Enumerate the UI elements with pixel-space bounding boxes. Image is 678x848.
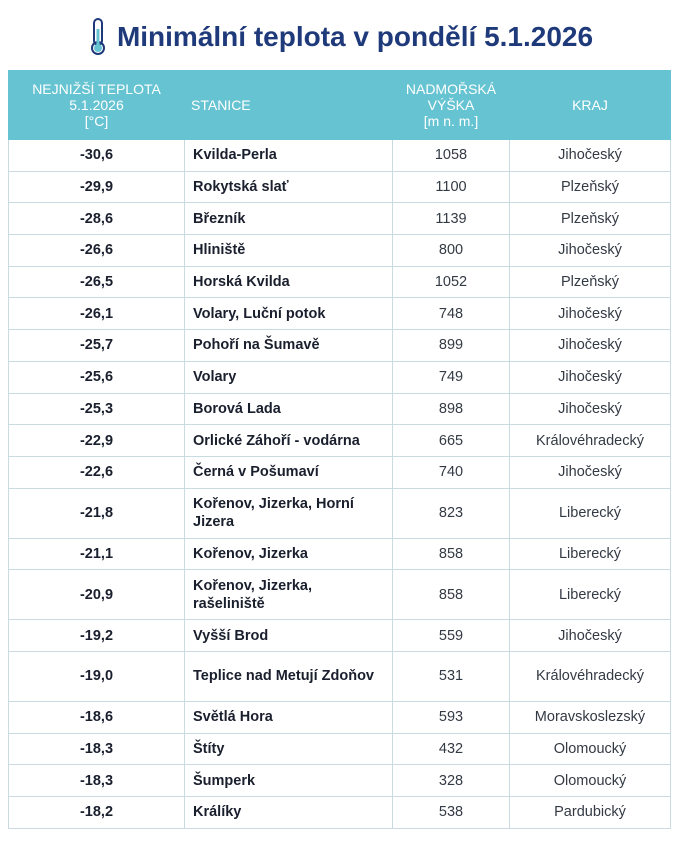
region-cell: Královéhradecký [510, 425, 671, 457]
table-row [9, 393, 671, 425]
station-cell: Volary [185, 361, 393, 393]
temp-cell: -19,2 [9, 620, 185, 652]
header-altitude-line: NADMOŘSKÁ [405, 81, 497, 97]
altitude-cell: 1100 [393, 171, 510, 203]
station-cell: Králíky [185, 797, 393, 829]
region-cell: Jihočeský [510, 330, 671, 362]
region-cell: Plzeňský [510, 203, 671, 235]
temp-cell: -21,1 [9, 538, 185, 570]
temp-cell: -28,6 [9, 203, 185, 235]
region-cell: Královéhradecký [510, 651, 671, 701]
table-row [9, 570, 671, 620]
table-row [9, 488, 671, 538]
station-cell: Rokytská slať [185, 171, 393, 203]
temp-cell: -22,9 [9, 425, 185, 457]
table-row [9, 733, 671, 765]
thermometer-icon [85, 17, 111, 57]
region-cell: Jihočeský [510, 620, 671, 652]
region-cell: Jihočeský [510, 235, 671, 267]
header-temp-line: [°C] [84, 113, 109, 129]
temperature-table [8, 70, 671, 829]
station-cell: Kořenov, Jizerka, rašeliniště [185, 570, 393, 620]
region-cell: Olomoucký [510, 733, 671, 765]
station-cell: Volary, Luční potok [185, 298, 393, 330]
header-station: STANICE [185, 71, 393, 140]
station-cell: Světlá Hora [185, 701, 393, 733]
station-cell: Černá v Pošumaví [185, 456, 393, 488]
table-row [9, 203, 671, 235]
altitude-cell: 800 [393, 235, 510, 267]
altitude-cell: 749 [393, 361, 510, 393]
table-row [9, 701, 671, 733]
altitude-cell: 1139 [393, 203, 510, 235]
table-row [9, 651, 671, 701]
altitude-cell: 740 [393, 456, 510, 488]
station-cell: Pohoří na Šumavě [185, 330, 393, 362]
altitude-cell: 748 [393, 298, 510, 330]
header-temp-line: NEJNIŽŠÍ TEPLOTA [32, 81, 161, 97]
station-cell: Orlické Záhoří - vodárna [185, 425, 393, 457]
header-region: KRAJ [510, 71, 671, 140]
temp-cell: -30,6 [9, 140, 185, 172]
header-altitude-line: VÝŠKA [427, 97, 475, 113]
region-cell: Jihočeský [510, 298, 671, 330]
region-cell: Plzeňský [510, 266, 671, 298]
station-cell: Horská Kvilda [185, 266, 393, 298]
temp-cell: -18,2 [9, 797, 185, 829]
region-cell: Jihočeský [510, 393, 671, 425]
header-temp [9, 71, 185, 140]
table-row [9, 765, 671, 797]
altitude-cell: 1058 [393, 140, 510, 172]
station-cell: Vyšší Brod [185, 620, 393, 652]
station-cell: Borová Lada [185, 393, 393, 425]
station-cell: Štíty [185, 733, 393, 765]
region-cell: Plzeňský [510, 171, 671, 203]
region-cell: Jihočeský [510, 456, 671, 488]
table-row [9, 298, 671, 330]
page-title: Minimální teplota v pondělí 5.1.2026 [116, 21, 594, 52]
altitude-cell: 593 [393, 701, 510, 733]
station-cell: Březník [185, 203, 393, 235]
temp-cell: -22,6 [9, 456, 185, 488]
temp-cell: -29,9 [9, 171, 185, 203]
altitude-cell: 432 [393, 733, 510, 765]
temp-cell: -20,9 [9, 570, 185, 620]
station-cell: Šumperk [185, 765, 393, 797]
altitude-cell: 665 [393, 425, 510, 457]
table-header-row [9, 71, 671, 140]
temp-cell: -21,8 [9, 488, 185, 538]
altitude-cell: 531 [393, 651, 510, 701]
region-cell: Liberecký [510, 570, 671, 620]
region-cell: Pardubický [510, 797, 671, 829]
region-cell: Liberecký [510, 488, 671, 538]
temp-cell: -19,0 [9, 651, 185, 701]
region-cell: Olomoucký [510, 765, 671, 797]
temp-cell: -18,3 [9, 733, 185, 765]
table-row [9, 425, 671, 457]
temp-cell: -26,5 [9, 266, 185, 298]
station-cell: Kořenov, Jizerka, Horní Jizera [185, 488, 393, 538]
altitude-cell: 538 [393, 797, 510, 829]
altitude-cell: 1052 [393, 266, 510, 298]
temp-cell: -26,1 [9, 298, 185, 330]
table-row [9, 140, 671, 172]
header-altitude-line: [m n. m.] [423, 113, 479, 129]
table-row [9, 797, 671, 829]
region-cell: Jihočeský [510, 140, 671, 172]
altitude-cell: 559 [393, 620, 510, 652]
table-row [9, 171, 671, 203]
table-row [9, 538, 671, 570]
table-row [9, 330, 671, 362]
header-temp-line: 5.1.2026 [69, 97, 124, 113]
station-cell: Hliniště [185, 235, 393, 267]
temp-cell: -25,6 [9, 361, 185, 393]
table-row [9, 266, 671, 298]
station-cell: Kořenov, Jizerka [185, 538, 393, 570]
table-row [9, 620, 671, 652]
region-cell: Jihočeský [510, 361, 671, 393]
table-row [9, 456, 671, 488]
region-cell: Liberecký [510, 538, 671, 570]
temp-cell: -25,7 [9, 330, 185, 362]
region-cell: Moravskoslezský [510, 701, 671, 733]
header-altitude [393, 71, 510, 140]
station-cell: Teplice nad Metují Zdoňov [185, 651, 393, 701]
altitude-cell: 328 [393, 765, 510, 797]
temp-cell: -18,6 [9, 701, 185, 733]
temp-cell: -25,3 [9, 393, 185, 425]
table-row [9, 235, 671, 267]
altitude-cell: 858 [393, 538, 510, 570]
temp-cell: -26,6 [9, 235, 185, 267]
altitude-cell: 899 [393, 330, 510, 362]
altitude-cell: 823 [393, 488, 510, 538]
altitude-cell: 858 [393, 570, 510, 620]
altitude-cell: 898 [393, 393, 510, 425]
table-row [9, 361, 671, 393]
title-bar [0, 12, 678, 62]
station-cell: Kvilda-Perla [185, 140, 393, 172]
temp-cell: -18,3 [9, 765, 185, 797]
